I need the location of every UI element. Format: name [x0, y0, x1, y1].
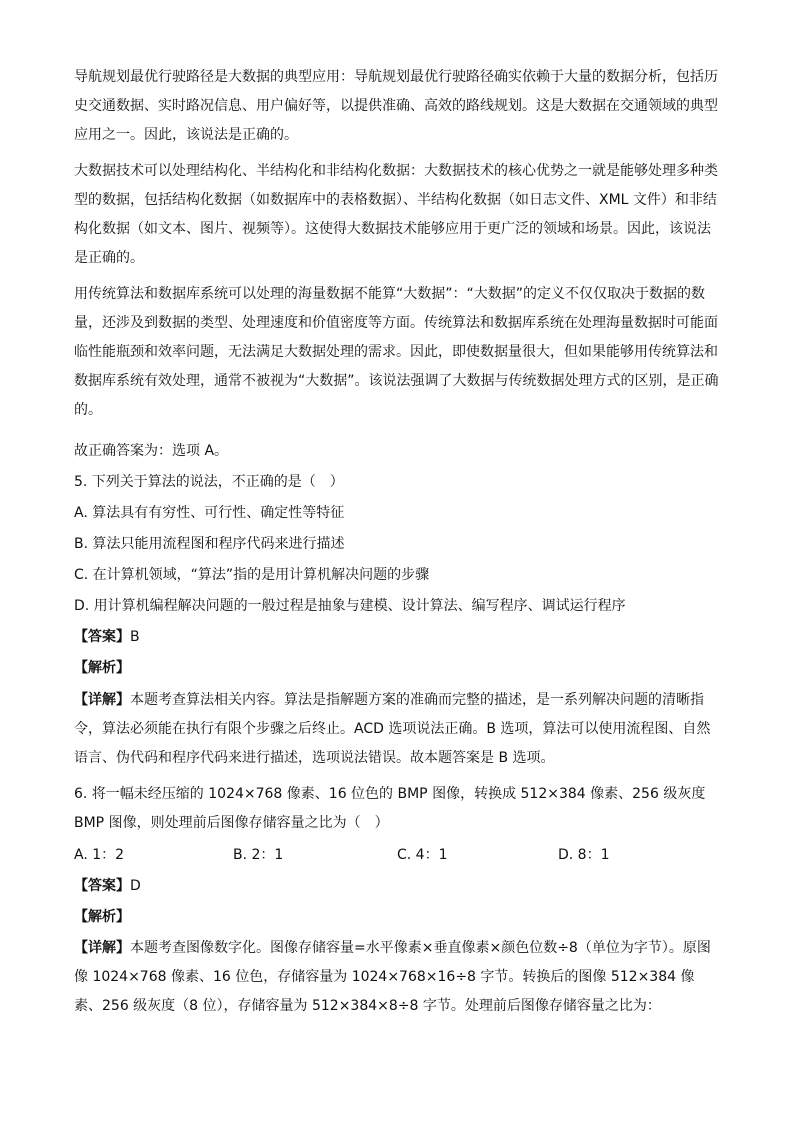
question-5-option-c: C. 在计算机领域，“算法”指的是用计算机解决问题的步骤 — [74, 567, 430, 583]
paragraph-navigation: 导航规划最优行驶路径是大数据的典型应用：导航规划最优行驶路径确实依赖于大量的数据分析，包括历史交通数据、实时路况信息、用户偏好等，以提供准确、高效的路线规划。这是大数据在交通领域的典型应用之一。因此，该说法是正确的。 — [74, 69, 718, 143]
answer-value: B — [130, 629, 140, 645]
question-6-option-d: D. 8：1 — [558, 847, 610, 863]
question-6-option-a: A. 1：2 — [74, 847, 125, 863]
answer-tag: 【答案】 — [74, 629, 130, 645]
detail-tag: 【详解】 — [74, 940, 130, 956]
question-5-detail — [74, 686, 722, 773]
detail-text: 本题考查算法相关内容。算法是指解题方案的准确而完整的描述，是一系列解决问题的清晰指令，算法必须能在执行有限个步骤之后终止。ACD 选项说法正确。B 选项，算法可以使用流程图、自然语言、伪代码和程序代码来进行描述，选项说法错误。故本题答案是 B 选项。 — [74, 692, 711, 766]
question-6-detail — [74, 934, 722, 1021]
question-5-answer — [74, 623, 734, 652]
question-5-option-a: A. 算法具有有穷性、可行性、确定性等特征 — [74, 505, 345, 521]
answer-value: D — [130, 878, 141, 894]
answer-tag: 【答案】 — [74, 878, 130, 894]
question-5-option-d: D. 用计算机编程解决问题的一般过程是抽象与建模、设计算法、编写程序、调试运行程序 — [74, 598, 626, 614]
detail-tag: 【详解】 — [74, 692, 130, 708]
question-6-answer — [74, 872, 734, 901]
question-6-option-b: B. 2：1 — [233, 847, 284, 863]
paragraph-traditional-algorithm: 用传统算法和数据库系统可以处理的海量数据不能算“大数据”：“大数据”的定义不仅仅取决于数据的数量，还涉及到数据的类型、处理速度和价值密度等方面。传统算法和数据库系统在处理海量数据时可能面临性能瓶颈和效率问题，无法满足大数据处理的需求。因此，即使数据量很大，但如果能够用传统算法和数据库系统有效处理，通常不被视为“大数据”。该说法强调了大数据与传统数据处理方式的区别，是正确的。 — [74, 286, 719, 418]
question-5-analysis-tag: 【解析】 — [74, 660, 130, 676]
question-6-analysis-tag: 【解析】 — [74, 909, 130, 925]
detail-text: 本题考查图像数字化。图像存储容量=水平像素×垂直像素×颜色位数÷8（单位为字节）。原图像 1024×768 像素、16 位色，存储容量为 1024×768×16÷8 字节。转换后的图像 512×384 像素、256 级灰度（8 位），存储容量为 512×384×8÷8 字节。处理前后图像存储容量之比为： — [74, 940, 711, 1014]
paragraph-structured-data: 大数据技术可以处理结构化、半结构化和非结构化数据：大数据技术的核心优势之一就是能够处理多种类型的数据，包括结构化数据（如数据库中的表格数据）、半结构化数据（如日志文件、XML 文件）和非结构化数据（如文本、图片、视频等）。这使得大数据技术能够应用于更广泛的领域和场景。因此，该说法是正确的。 — [74, 163, 718, 266]
question-6-stem: 6. 将一幅未经压缩的 1024×768 像素、16 位色的 BMP 图像，转换成 512×384 像素、256 级灰度 BMP 图像，则处理前后图像存储容量之比为（ ） — [74, 786, 706, 831]
question-5-stem: 5. 下列关于算法的说法，不正确的是（ ） — [74, 474, 344, 490]
question-5-option-b: B. 算法只能用流程图和程序代码来进行描述 — [74, 536, 345, 552]
paragraph-conclusion: 故正确答案为：选项 A。 — [74, 443, 229, 459]
question-6-option-c: C. 4：1 — [397, 847, 448, 863]
